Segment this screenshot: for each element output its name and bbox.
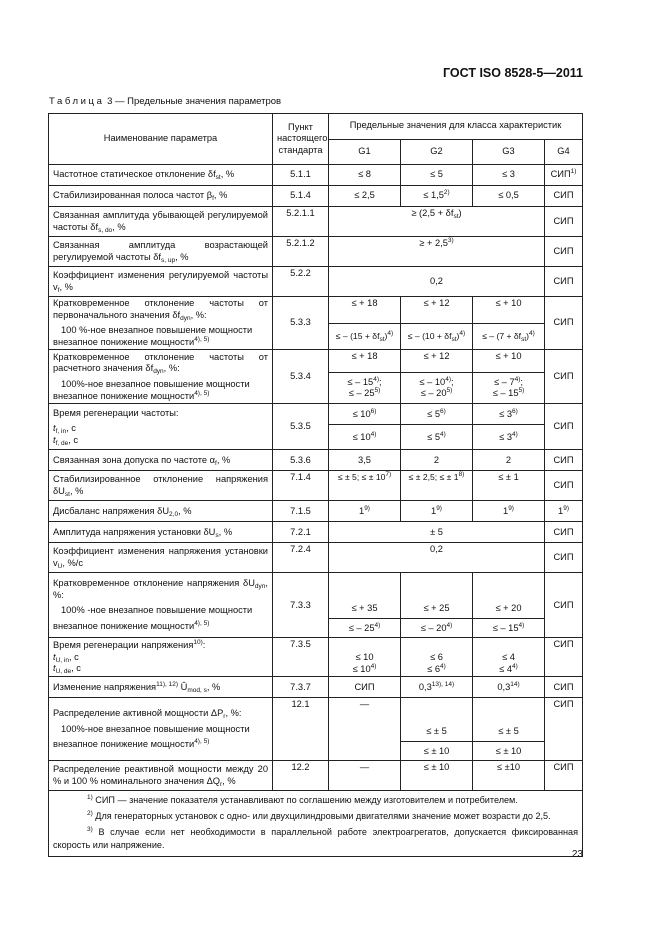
page-number: 23 xyxy=(571,849,583,860)
head-g4: G4 xyxy=(545,139,583,165)
table-row xyxy=(49,471,583,501)
table-row xyxy=(49,350,583,373)
value-g2: ≤ 6 ≤ $6^{4)}$ xyxy=(401,638,473,677)
clause: 5.3.5 xyxy=(273,404,329,450)
value-g1: ≤ 8 xyxy=(329,165,401,186)
footnote: $^{2)}$ Для генераторных установок с одно- или двухцилиндровыми двигателями значение может возрасти до 2,5. xyxy=(87,810,551,822)
table-row xyxy=(49,404,583,425)
value-g3: ≤ – 15$^{4)}$ xyxy=(473,619,545,638)
clause: 5.2.2 xyxy=(273,267,329,297)
param-name: Распределение реактивной мощности между 20 % и 100 % номинального значения $\Delta Q_r$, % xyxy=(49,761,273,791)
param-name: Стабилизированное отклонение напряжения $\delta U_{st}$, % xyxy=(49,471,273,501)
param-name: Частотное статическое отклонение $\delta f_{st}$, % xyxy=(49,165,273,186)
value-g1: СИП xyxy=(329,677,401,698)
value-g4: СИП xyxy=(545,350,583,404)
param-name: Кратковременное отклонение частоты от расчетного значения $\delta f_{dyn}$, %: 100%-ное внезапное повышение мощности внезапное понижение мощности$^{4), 5)}$ xyxy=(49,350,273,404)
value-g3: ≤ ± 5 xyxy=(473,698,545,742)
value-g3: ≤ ± 1 xyxy=(473,471,545,501)
value-g3: ≤ – $7^{4)}$; ≤ – 15$^{5)}$ xyxy=(473,373,545,404)
value-g4: СИП xyxy=(545,450,583,471)
param-name: Распределение активной мощности $\Delta P_r$, %: 100%-ное внезапное повышение мощности внезапное понижение мощности$^{4), 5)}$ xyxy=(49,698,273,761)
value-g1: ≤ + 18 xyxy=(329,350,401,373)
value-g4: СИП xyxy=(545,207,583,237)
value-g2: ≤ $1,5^{2)}$ xyxy=(401,186,473,207)
table-row xyxy=(49,297,583,324)
value-g3: ≤ + 20 xyxy=(473,573,545,619)
table-row xyxy=(49,677,583,698)
value-g3: ≤ $3^{6)}$ xyxy=(473,404,545,425)
value-g4: СИП xyxy=(545,677,583,698)
value-g1: 3,5 xyxy=(329,450,401,471)
value-g1: ≤ 10 ≤ $10^{4)}$ xyxy=(329,638,401,677)
value-g4: СИП xyxy=(545,404,583,450)
clause: 7.1.4 xyxy=(273,471,329,501)
param-name: Стабилизированная полоса частот $\beta_f$, % xyxy=(49,186,273,207)
value-g1: — xyxy=(329,761,401,791)
value-g3: ≤ 4 ≤ $4^{4)}$ xyxy=(473,638,545,677)
value-g4: 1$^{9)}$ xyxy=(545,501,583,522)
table-row xyxy=(49,698,583,742)
value-g1-g3: 0,2 xyxy=(329,543,545,573)
table-row xyxy=(49,543,583,573)
param-name: Кратковременное отклонение частоты от первоначального значения $\delta f_{dyn}$, %: 100 %-ное внезапное повышение мощности внезапное понижение мощности$^{4), 5)}$ xyxy=(49,297,273,350)
head-limits: Предельные значения для класса характеристик xyxy=(329,114,583,140)
value-g3: 1$^{9)}$ xyxy=(473,501,545,522)
value-g1: ≤ – $(15 + \delta f_{st})^{4)}$ xyxy=(329,323,401,350)
table-row xyxy=(49,267,583,297)
value-g1: 1$^{9)}$ xyxy=(329,501,401,522)
value-g4: СИП xyxy=(545,297,583,350)
value-g1: ≤ $10^{6)}$ xyxy=(329,404,401,425)
param-name: Кратковременное отклонение напряжения $\delta U_{dyn}$, %: 100% -ное внезапное повышение мощности внезапное понижение мощности$^{4), 5)}$ xyxy=(49,573,273,638)
limits-table xyxy=(48,113,583,857)
param-name: Время регенерации частоты: $t_{f, in}$, с $t_{f, de}$, с xyxy=(49,404,273,450)
value-g4: СИП xyxy=(545,573,583,638)
caption-prefix: Таблица xyxy=(49,96,105,107)
value-g1: ≤ $10^{4)}$ xyxy=(329,425,401,450)
param-name: Амплитуда напряжения установки $\delta U_s$, % xyxy=(49,522,273,543)
value-g4: СИП xyxy=(545,543,583,573)
value-g3: ≤ 0,5 xyxy=(473,186,545,207)
value-g1: ≤ – 25$^{4)}$ xyxy=(329,619,401,638)
value-g4: СИП xyxy=(545,471,583,501)
value-g3: ≤ $3^{4)}$ xyxy=(473,425,545,450)
footnote: $^{1)}$ СИП — значение показателя устанавливают по соглашению между изготовителем и потребителем. xyxy=(87,794,518,806)
table-row xyxy=(49,186,583,207)
caption-number: 3 xyxy=(107,96,113,107)
clause: 7.2.4 xyxy=(273,543,329,573)
value-g4: СИП xyxy=(545,237,583,267)
table-row xyxy=(49,573,583,619)
value-g3: ≤ + 10 xyxy=(473,350,545,373)
value-g4: СИП xyxy=(545,522,583,543)
table-row xyxy=(49,761,583,791)
clause: 7.2.1 xyxy=(273,522,329,543)
clause: 7.3.3 xyxy=(273,573,329,638)
clause: 12.1 xyxy=(273,698,329,761)
head-g3: G3 xyxy=(473,139,545,165)
value-g3: ≤ ±10 xyxy=(473,761,545,791)
value-g1-g3: ≥ + $2,5^{3)}$ xyxy=(329,237,545,267)
value-g2: ≤ 5 xyxy=(401,165,473,186)
head-g1: G1 xyxy=(329,139,401,165)
clause: 12.2 xyxy=(273,761,329,791)
value-g2: ≤ ± 10 xyxy=(401,742,473,761)
head-g2: G2 xyxy=(401,139,473,165)
table-row xyxy=(49,501,583,522)
value-g1: ≤ + 35 xyxy=(329,573,401,619)
value-g3: ≤ + 10 xyxy=(473,297,545,324)
footnotes xyxy=(49,791,583,857)
value-g2: ≤ ± 2,5; ≤ ± $1^{8)}$ xyxy=(401,471,473,501)
param-name: Связанная амплитуда возрастающей регулируемой частоты $\delta f_{s, up}$, % xyxy=(49,237,273,267)
value-g3: ≤ 3 xyxy=(473,165,545,186)
clause: 7.1.5 xyxy=(273,501,329,522)
value-g1: ≤ – $15^{4)}$; ≤ – 25$^{5)}$ xyxy=(329,373,401,404)
clause: 5.1.4 xyxy=(273,186,329,207)
value-g2: 1$^{9)}$ xyxy=(401,501,473,522)
clause: 5.2.1.2 xyxy=(273,237,329,267)
value-g1: — xyxy=(329,698,401,761)
value-g3: ≤ – $(7 + \delta f_{st})^{4)}$ xyxy=(473,323,545,350)
param-name: Связанная зона допуска по частоте $\alpha_f$, % xyxy=(49,450,273,471)
value-g1-g3: ≥ $(2,5 + \delta f_{st})$ xyxy=(329,207,545,237)
param-name: Изменение напряжения$^{11), 12)}$ $Û_{mod, s}$, % xyxy=(49,677,273,698)
value-g4: СИП$^{1)}$ xyxy=(545,165,583,186)
param-name: Время регенерации напряжения$^{10)}$: $t_{U, in}$, с $t_{U, de}$, с xyxy=(49,638,273,677)
head-name: Наименование параметра xyxy=(49,114,273,165)
value-g1: ≤ ± 5; ≤ ± $10^{7)}$ xyxy=(329,471,401,501)
standard-number: ГОСТ ISO 8528-5—2011 xyxy=(442,66,583,80)
value-g3: ≤ ± 10 xyxy=(473,742,545,761)
table-row xyxy=(49,450,583,471)
value-g1-g3: ± 5 xyxy=(329,522,545,543)
param-name: Коэффициент изменения напряжения установки $v_U$, %/с xyxy=(49,543,273,573)
value-g2: ≤ ± 5 xyxy=(401,698,473,742)
clause: 5.3.6 xyxy=(273,450,329,471)
caption-text: — Предельные значения параметров xyxy=(112,96,282,107)
value-g4: СИП xyxy=(545,638,583,677)
clause: 5.3.3 xyxy=(273,297,329,350)
head-clause: Пункт настоящего стандарта xyxy=(273,114,329,165)
clause: 5.1.1 xyxy=(273,165,329,186)
table-row xyxy=(49,237,583,267)
footnotes-row xyxy=(49,791,583,857)
table-row xyxy=(49,207,583,237)
value-g2: ≤ $5^{6)}$ xyxy=(401,404,473,425)
table-row xyxy=(49,638,583,677)
value-g3: 0,3$^{14)}$ xyxy=(473,677,545,698)
value-g2: ≤ – $10^{4)}$; ≤ – 20$^{5)}$ xyxy=(401,373,473,404)
value-g2: ≤ + 12 xyxy=(401,350,473,373)
value-g1: ≤ + 18 xyxy=(329,297,401,324)
value-g2: ≤ + 12 xyxy=(401,297,473,324)
clause: 5.2.1.1 xyxy=(273,207,329,237)
value-g2: ≤ – $(10 + \delta f_{st})^{4)}$ xyxy=(401,323,473,350)
value-g2: 2 xyxy=(401,450,473,471)
value-g2: ≤ – 20$^{4)}$ xyxy=(401,619,473,638)
value-g1: ≤ 2,5 xyxy=(329,186,401,207)
value-g2: $0,3^{13), 14)}$ xyxy=(401,677,473,698)
value-g4: СИП xyxy=(545,698,583,761)
value-g2: ≤ + 25 xyxy=(401,573,473,619)
param-name: Коэффициент изменения регулируемой частоты $v_f$, % xyxy=(49,267,273,297)
param-name: Связанная амплитуда убывающей регулируемой частоты $\delta f_{s, do}$, % xyxy=(49,207,273,237)
value-g1-g3: 0,2 xyxy=(329,267,545,297)
param-name: Дисбаланс напряжения $\delta U_{2,0}$, % xyxy=(49,501,273,522)
clause: 5.3.4 xyxy=(273,350,329,404)
footnote: $^{3)}$ В случае если нет необходимости в параллельной работе электроагрегатов, допускается фиксированная скорость или напряжение. xyxy=(53,825,579,851)
value-g3: 2 xyxy=(473,450,545,471)
value-g2: ≤ ± 10 xyxy=(401,761,473,791)
value-g2: ≤ $5^{4)}$ xyxy=(401,425,473,450)
value-g4: СИП xyxy=(545,761,583,791)
value-g4: СИП xyxy=(545,267,583,297)
value-g4: СИП xyxy=(545,186,583,207)
table-row xyxy=(49,522,583,543)
clause: 7.3.7 xyxy=(273,677,329,698)
table-caption xyxy=(49,96,281,107)
table-row xyxy=(49,165,583,186)
clause: 7.3.5 xyxy=(273,638,329,677)
